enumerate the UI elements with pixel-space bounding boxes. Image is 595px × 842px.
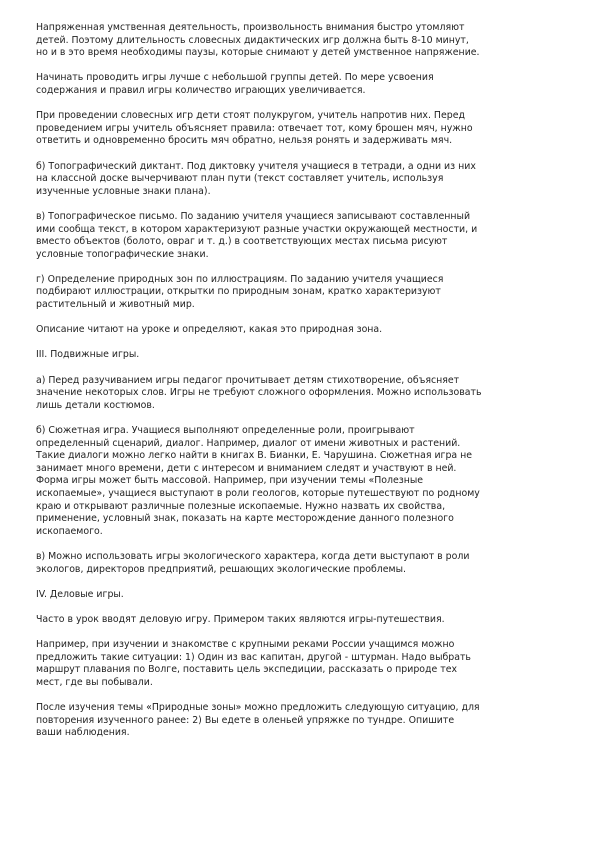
paragraph-fatigue: Напряженная умственная деятельность, произвольность внимания быстро утомляют детей. Поэтому длительность словесных дидактических игр должна быть 8-10 минут, но и в это время необходимы паузы, которые снимают у детей умственное напряжение.: [36, 22, 480, 59]
paragraph-ball-game-rules: При проведении словесных игр дети стоят полукругом, учитель напротив них. Перед проведением игры учитель объясняет правила: отвечает тот, кому брошен мяч, нужно ответить и одновременно бросить мяч обратно, нельзя ронять и задерживать мяч.: [36, 110, 473, 147]
paragraph-topographic-letter: в) Топографическое письмо. По заданию учителя учащиеся записывают составленный ими сообща текст, в котором характеризуют разные участки окружающей местности, и вместо объектов (болото, овраг и т. д.) в соответствующих местах письма рисуют условные топографические знаки.: [36, 210, 478, 260]
paragraph-topographic-dictation: б) Топографический диктант. Под диктовку учителя учащиеся в тетради, а одни из них на классной доске вычерчивают план пути (текст составляет учитель, используя изученные условные знаки плана).: [36, 160, 476, 197]
paragraph-travel-games: Часто в урок вводят деловую игру. Примером таких являются игры-путешествия.: [36, 613, 445, 625]
paragraph-natural-zones-illustrations: г) Определение природных зон по иллюстрациям. По заданию учителя учащиеся подбирают иллюстрации, открытки по природным зонам, кратко характеризуют растительный и животный мир.: [36, 273, 444, 311]
paragraph-description-reading: Описание читают на уроке и определяют, какая это природная зона.: [36, 324, 383, 336]
paragraph-volga-situation: Например, при изучении и знакомстве с крупными реками России учащимся можно предложить такие ситуации: 1) Один из вас капитан, другой - штурман. Надо выбрать маршрут плавания по Волге, поставить цель экспедиции, рассказать о природе тех мест, где вы побывали.: [36, 639, 471, 688]
paragraph-story-game: б) Сюжетная игра. Учащиеся выполняют определенные роли, проигрывают определенный сценарий, диалог. Например, диалог от имени животных и растений. Такие диалоги можно легко найти в книгах В. Бианки, Е. Чарушина. Сюжетная игра не занимает много времени, дети с интересом и вниманием следят и участвуют в ней. Форма игры может быть массовой. Например, при изучении темы «Полезные ископаемые», учащиеся выступают в роли геологов, которые путешествуют по родному краю и открывают различные полезные ископаемые. Нужно назвать их свойства, применение, условный знак, показать на карте месторождение данного полезного ископаемого.: [36, 425, 480, 537]
paragraph-tundra-situation: После изучения темы «Природные зоны» можно предложить следующую ситуацию, для повторения изученного ранее: 2) Вы едете в оленьей упряжке по тундре. Опишите ваши наблюдения.: [36, 702, 480, 739]
section-heading-outdoor-games: III. Подвижные игры.: [36, 349, 140, 361]
paragraph-poem-before-game: а) Перед разучиванием игры педагог прочитывает детям стихотворение, объясняет значение некоторых слов. Игры не требуют сложного оформления. Можно использовать лишь детали костюмов.: [36, 374, 482, 411]
paragraph-ecological-games: в) Можно использовать игры экологического характера, когда дети выступают в роли экологов, директоров предприятий, решающих экологические проблемы.: [36, 550, 470, 575]
section-heading-business-games: IV. Деловые игры.: [36, 588, 124, 600]
document-body: [36, 22, 561, 752]
paragraph-small-group: Начинать проводить игры лучше с небольшой группы детей. По мере усвоения содержания и правил игры количество играющих увеличивается.: [36, 72, 434, 96]
